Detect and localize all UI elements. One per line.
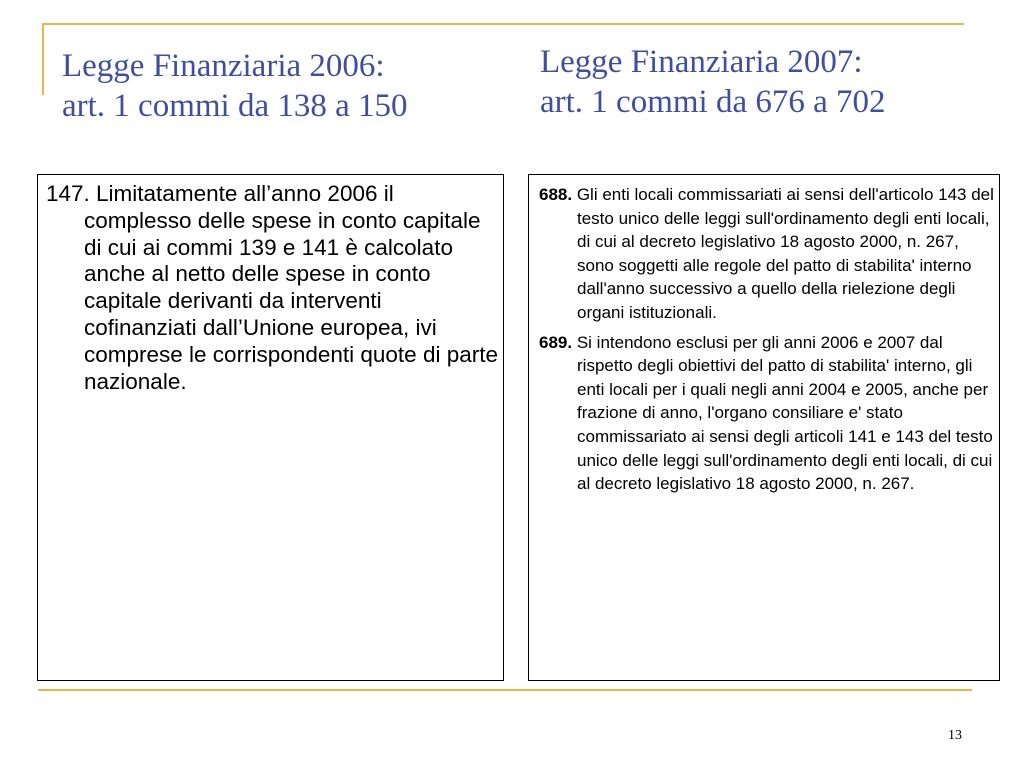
title-right-line1: Legge Finanziaria 2007: <box>540 44 863 80</box>
title-left-line2: art. 1 commi da 138 a 150 <box>62 88 408 124</box>
title-right-line2: art. 1 commi da 676 a 702 <box>540 84 886 120</box>
page-number: 13 <box>948 728 962 743</box>
title-left-line1: Legge Finanziaria 2006: <box>62 48 385 84</box>
comma-689-number: 689. <box>539 332 573 352</box>
top-accent-line <box>42 23 964 25</box>
comma-688-text: Gli enti locali commissariati ai sensi dell'articolo 143 del testo unico delle leggi sull'ordinamento degli enti locali, di cui al decreto legislativo 18 agosto 2000, n. 267, sono soggetti alle regole del patto di stabilita' interno dall'anno successivo a quello della rielezione degli organi istituzionali. <box>576 185 994 322</box>
title-left <box>62 46 408 126</box>
right-text-box <box>528 174 1000 681</box>
comma-147-paragraph: 147. Limitatamente all’anno 2006 il complesso delle spese in conto capitale di cui ai commi 139 e 141 è calcolato anche al netto delle spese in conto capitale derivanti da interventi cofinanziati dall’Unione europea, ivi comprese le corrispondenti quote di parte nazionale. <box>46 181 498 394</box>
bottom-accent-line <box>38 689 972 691</box>
title-right <box>540 42 886 122</box>
comma-689-paragraph <box>529 331 995 496</box>
comma-689-text: Si intendono esclusi per gli anni 2006 e 2007 dal rispetto degli obiettivi del patto di stabilita' interno, gli enti locali per i quali negli anni 2004 e 2005, anche per frazione di anno, l'organo consiliare e' stato commissariato ai sensi degli articoli 141 e 143 del testo unico delle leggi sull'ordinamento degli enti locali, di cui al decreto legislativo 18 agosto 2000, n. 267. <box>576 332 993 494</box>
left-text-box <box>37 174 504 681</box>
comma-688-number: 688. <box>539 185 573 204</box>
comma-688-paragraph <box>529 183 995 325</box>
left-accent-line <box>42 23 44 95</box>
